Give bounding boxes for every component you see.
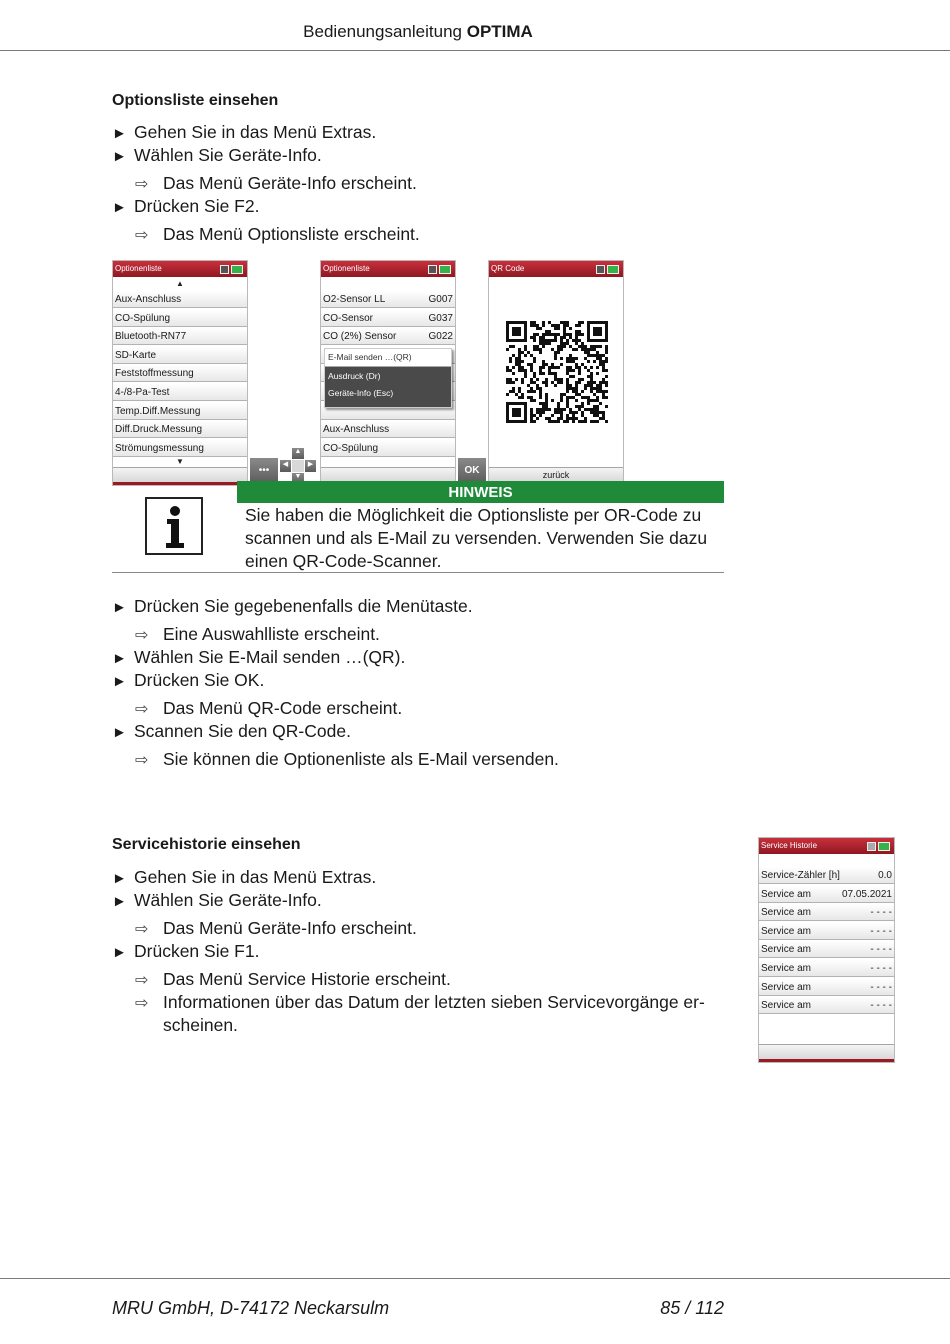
instruction-step [112, 145, 322, 166]
service-value: 0.0 [878, 870, 892, 881]
battery-icon [439, 265, 451, 274]
step-arrow-icon: ► [112, 650, 127, 667]
step-arrow-icon: ► [112, 148, 127, 165]
header-product: OPTIMA [466, 22, 533, 41]
screen-title: QR Code [489, 261, 623, 277]
instruction-step [112, 670, 264, 691]
result-arrow-icon: ⇨ [135, 921, 149, 938]
screen-title: Optionenliste [113, 261, 247, 277]
service-label: Service am [761, 981, 812, 993]
instruction-text: Das Menü QR-Code erscheint. [163, 698, 403, 718]
device-screen-optionenliste [112, 260, 248, 486]
center-key[interactable] [292, 460, 304, 472]
instruction-text: Wählen Sie Geräte-Info. [134, 890, 322, 910]
option-row[interactable] [321, 310, 455, 327]
screen-title: Service Historie [759, 838, 894, 854]
step-arrow-icon: ► [112, 870, 127, 887]
instruction-text: Das Menü Geräte-Info erscheint. [163, 918, 417, 938]
popup-item-device-info[interactable]: Geräte-Info (Esc) [328, 388, 394, 398]
step-arrow-icon: ► [112, 893, 127, 910]
back-softkey[interactable]: zurück [542, 470, 570, 480]
instruction-text: Eine Auswahlliste erscheint. [163, 624, 380, 644]
option-row[interactable]: 4-/8-Pa-Test [113, 384, 247, 401]
option-row[interactable]: Aux-Anschluss [321, 421, 455, 438]
result-arrow-icon: ⇨ [135, 995, 149, 1012]
battery-icon [607, 265, 619, 274]
service-value: - - - - [870, 944, 892, 956]
instruction-result-continued [163, 1015, 238, 1036]
instruction-result [135, 992, 705, 1013]
instruction-step [112, 647, 405, 668]
step-arrow-icon: ► [112, 599, 127, 616]
header-divider [0, 50, 950, 51]
printer-icon [220, 265, 229, 274]
header-title: Bedienungsanleitung [303, 22, 462, 41]
option-row[interactable]: Bluetooth-RN77 [113, 328, 247, 345]
instruction-result [135, 173, 417, 194]
hint-divider [112, 572, 724, 573]
option-row[interactable]: Strömungsmessung [113, 440, 247, 457]
screen-softkey-bar [759, 1044, 894, 1062]
status-icons [596, 265, 619, 273]
left-arrow-icon[interactable]: ◀ [280, 460, 291, 472]
service-label: Service am [761, 1000, 812, 1012]
instruction-step [112, 596, 473, 617]
instruction-text: Scannen Sie den QR-Code. [134, 721, 351, 741]
status-icons [867, 842, 890, 850]
up-arrow-icon[interactable]: ▲ [292, 448, 304, 459]
screen-softkey-bar [113, 467, 247, 485]
device-screen-service-historie [758, 837, 895, 1063]
option-code: G037 [428, 312, 453, 324]
step-arrow-icon: ► [112, 724, 127, 741]
hint-label: HINWEIS [237, 481, 724, 503]
menu-button[interactable]: ••• [250, 458, 278, 484]
instruction-text: Gehen Sie in das Menü Extras. [134, 867, 377, 887]
selection-popup [324, 348, 452, 408]
footer-page-number: 85 / 112 [660, 1298, 724, 1318]
instruction-text: scheinen. [163, 1015, 238, 1035]
result-arrow-icon: ⇨ [135, 176, 149, 193]
step-arrow-icon: ► [112, 944, 127, 961]
instruction-step [112, 941, 259, 962]
instruction-text: Gehen Sie in das Menü Extras. [134, 122, 377, 142]
service-row [759, 886, 894, 903]
status-icons [428, 265, 451, 273]
option-label: CO-Sensor [323, 312, 374, 324]
instruction-text: Drücken Sie F1. [134, 941, 260, 961]
instruction-step [112, 867, 376, 888]
right-arrow-icon[interactable]: ▶ [305, 460, 316, 472]
service-row [759, 904, 894, 921]
option-row[interactable]: CO-Spülung [113, 310, 247, 327]
option-code: G007 [428, 294, 453, 305]
instruction-text: Wählen Sie E-Mail senden …(QR). [134, 647, 406, 667]
info-icon [145, 497, 203, 555]
instruction-text: Wählen Sie Geräte-Info. [134, 145, 322, 165]
instruction-text: Drücken Sie F2. [134, 196, 260, 216]
instruction-text: Das Menü Optionsliste erscheint. [163, 224, 420, 244]
option-row[interactable]: CO-Spülung [321, 440, 455, 457]
instruction-step [112, 890, 322, 911]
status-icons [220, 265, 243, 273]
instruction-step [112, 721, 351, 742]
instruction-step [112, 196, 259, 217]
instruction-text: Das Menü Geräte-Info erscheint. [163, 173, 417, 193]
qr-code-image [506, 321, 608, 423]
instruction-result [135, 224, 420, 245]
option-row[interactable]: Diff.Druck.Messung [113, 421, 247, 438]
option-row[interactable]: Aux-Anschluss [113, 291, 247, 308]
service-value: - - - - [870, 1000, 892, 1012]
page-header [0, 22, 836, 42]
instruction-text: Das Menü Service Historie erscheint. [163, 969, 451, 989]
service-row [759, 960, 894, 977]
instruction-text: Drücken Sie gegebenenfalls die Menütaste. [134, 596, 473, 616]
popup-item-print[interactable]: Ausdruck (Dr) [328, 371, 381, 381]
service-label: Service am [761, 944, 812, 956]
option-row[interactable]: SD-Karte [113, 347, 247, 364]
service-row [759, 867, 894, 884]
instruction-result [135, 698, 402, 719]
option-code: G022 [428, 331, 453, 343]
battery-icon [878, 842, 890, 851]
section-heading-servicehistorie: Servicehistorie einsehen [112, 836, 301, 853]
service-value: - - - - [870, 963, 892, 974]
option-row[interactable] [321, 328, 455, 345]
option-label: O2-Sensor LL [323, 294, 386, 305]
printer-icon [596, 265, 605, 274]
service-value: 07.05.2021 [841, 888, 892, 900]
service-row [759, 941, 894, 958]
service-label: Service am [761, 888, 812, 900]
service-label: Service am [761, 925, 812, 937]
printer-icon [867, 842, 876, 851]
instruction-result [135, 624, 380, 645]
option-row[interactable]: Feststoffmessung [113, 365, 247, 382]
screen-title: Optionenliste [321, 261, 455, 277]
result-arrow-icon: ⇨ [135, 627, 149, 644]
result-arrow-icon: ⇨ [135, 701, 149, 718]
popup-item-email-qr[interactable]: E-Mail senden …(QR) [325, 349, 451, 367]
down-arrow-icon[interactable]: ▼ [292, 473, 304, 484]
result-arrow-icon: ⇨ [135, 972, 149, 989]
battery-icon [231, 265, 243, 274]
device-screen-qr-code [488, 260, 624, 486]
step-arrow-icon: ► [112, 125, 127, 142]
instruction-step [112, 122, 376, 143]
service-label: Service am [761, 963, 812, 974]
option-label: CO (2%) Sensor [323, 331, 397, 343]
instruction-text: Sie können die Optionenliste als E-Mail versenden. [163, 749, 559, 769]
instruction-result [135, 969, 451, 990]
step-arrow-icon: ► [112, 199, 127, 216]
direction-pad[interactable] [280, 448, 316, 484]
service-row [759, 979, 894, 996]
service-value: - - - - [870, 981, 892, 993]
service-row [759, 997, 894, 1014]
scroll-up-icon: ▲ [176, 279, 184, 288]
instruction-text: Informationen über das Datum der letzten sieben Servicevorgänge er- [163, 992, 705, 1012]
result-arrow-icon: ⇨ [135, 227, 149, 244]
step-arrow-icon: ► [112, 673, 127, 690]
footer-company: MRU GmbH, D-74172 Neckarsulm [112, 1298, 390, 1318]
service-value: - - - - [870, 925, 892, 937]
option-row[interactable]: Temp.Diff.Messung [113, 403, 247, 420]
instruction-result [135, 918, 417, 939]
section-heading-optionsliste: Optionsliste einsehen [112, 92, 279, 109]
instruction-result [135, 749, 559, 770]
result-arrow-icon: ⇨ [135, 752, 149, 769]
printer-icon [428, 265, 437, 274]
hint-text: Sie haben die Möglichkeit die Optionsliste per OR-Code zu scannen und als E-Mail zu versenden. Verwenden Sie dazu einen QR-Code-Scanner. [245, 505, 708, 571]
instruction-text: Drücken Sie OK. [134, 670, 265, 690]
scroll-down-icon: ▼ [176, 457, 184, 466]
option-row[interactable] [321, 291, 455, 308]
ok-button[interactable]: OK [458, 458, 486, 484]
service-label: Service-Zähler [h] [761, 870, 840, 881]
service-label: Service am [761, 907, 812, 919]
service-row [759, 923, 894, 940]
footer-divider [0, 1278, 950, 1279]
service-value: - - - - [870, 907, 892, 919]
